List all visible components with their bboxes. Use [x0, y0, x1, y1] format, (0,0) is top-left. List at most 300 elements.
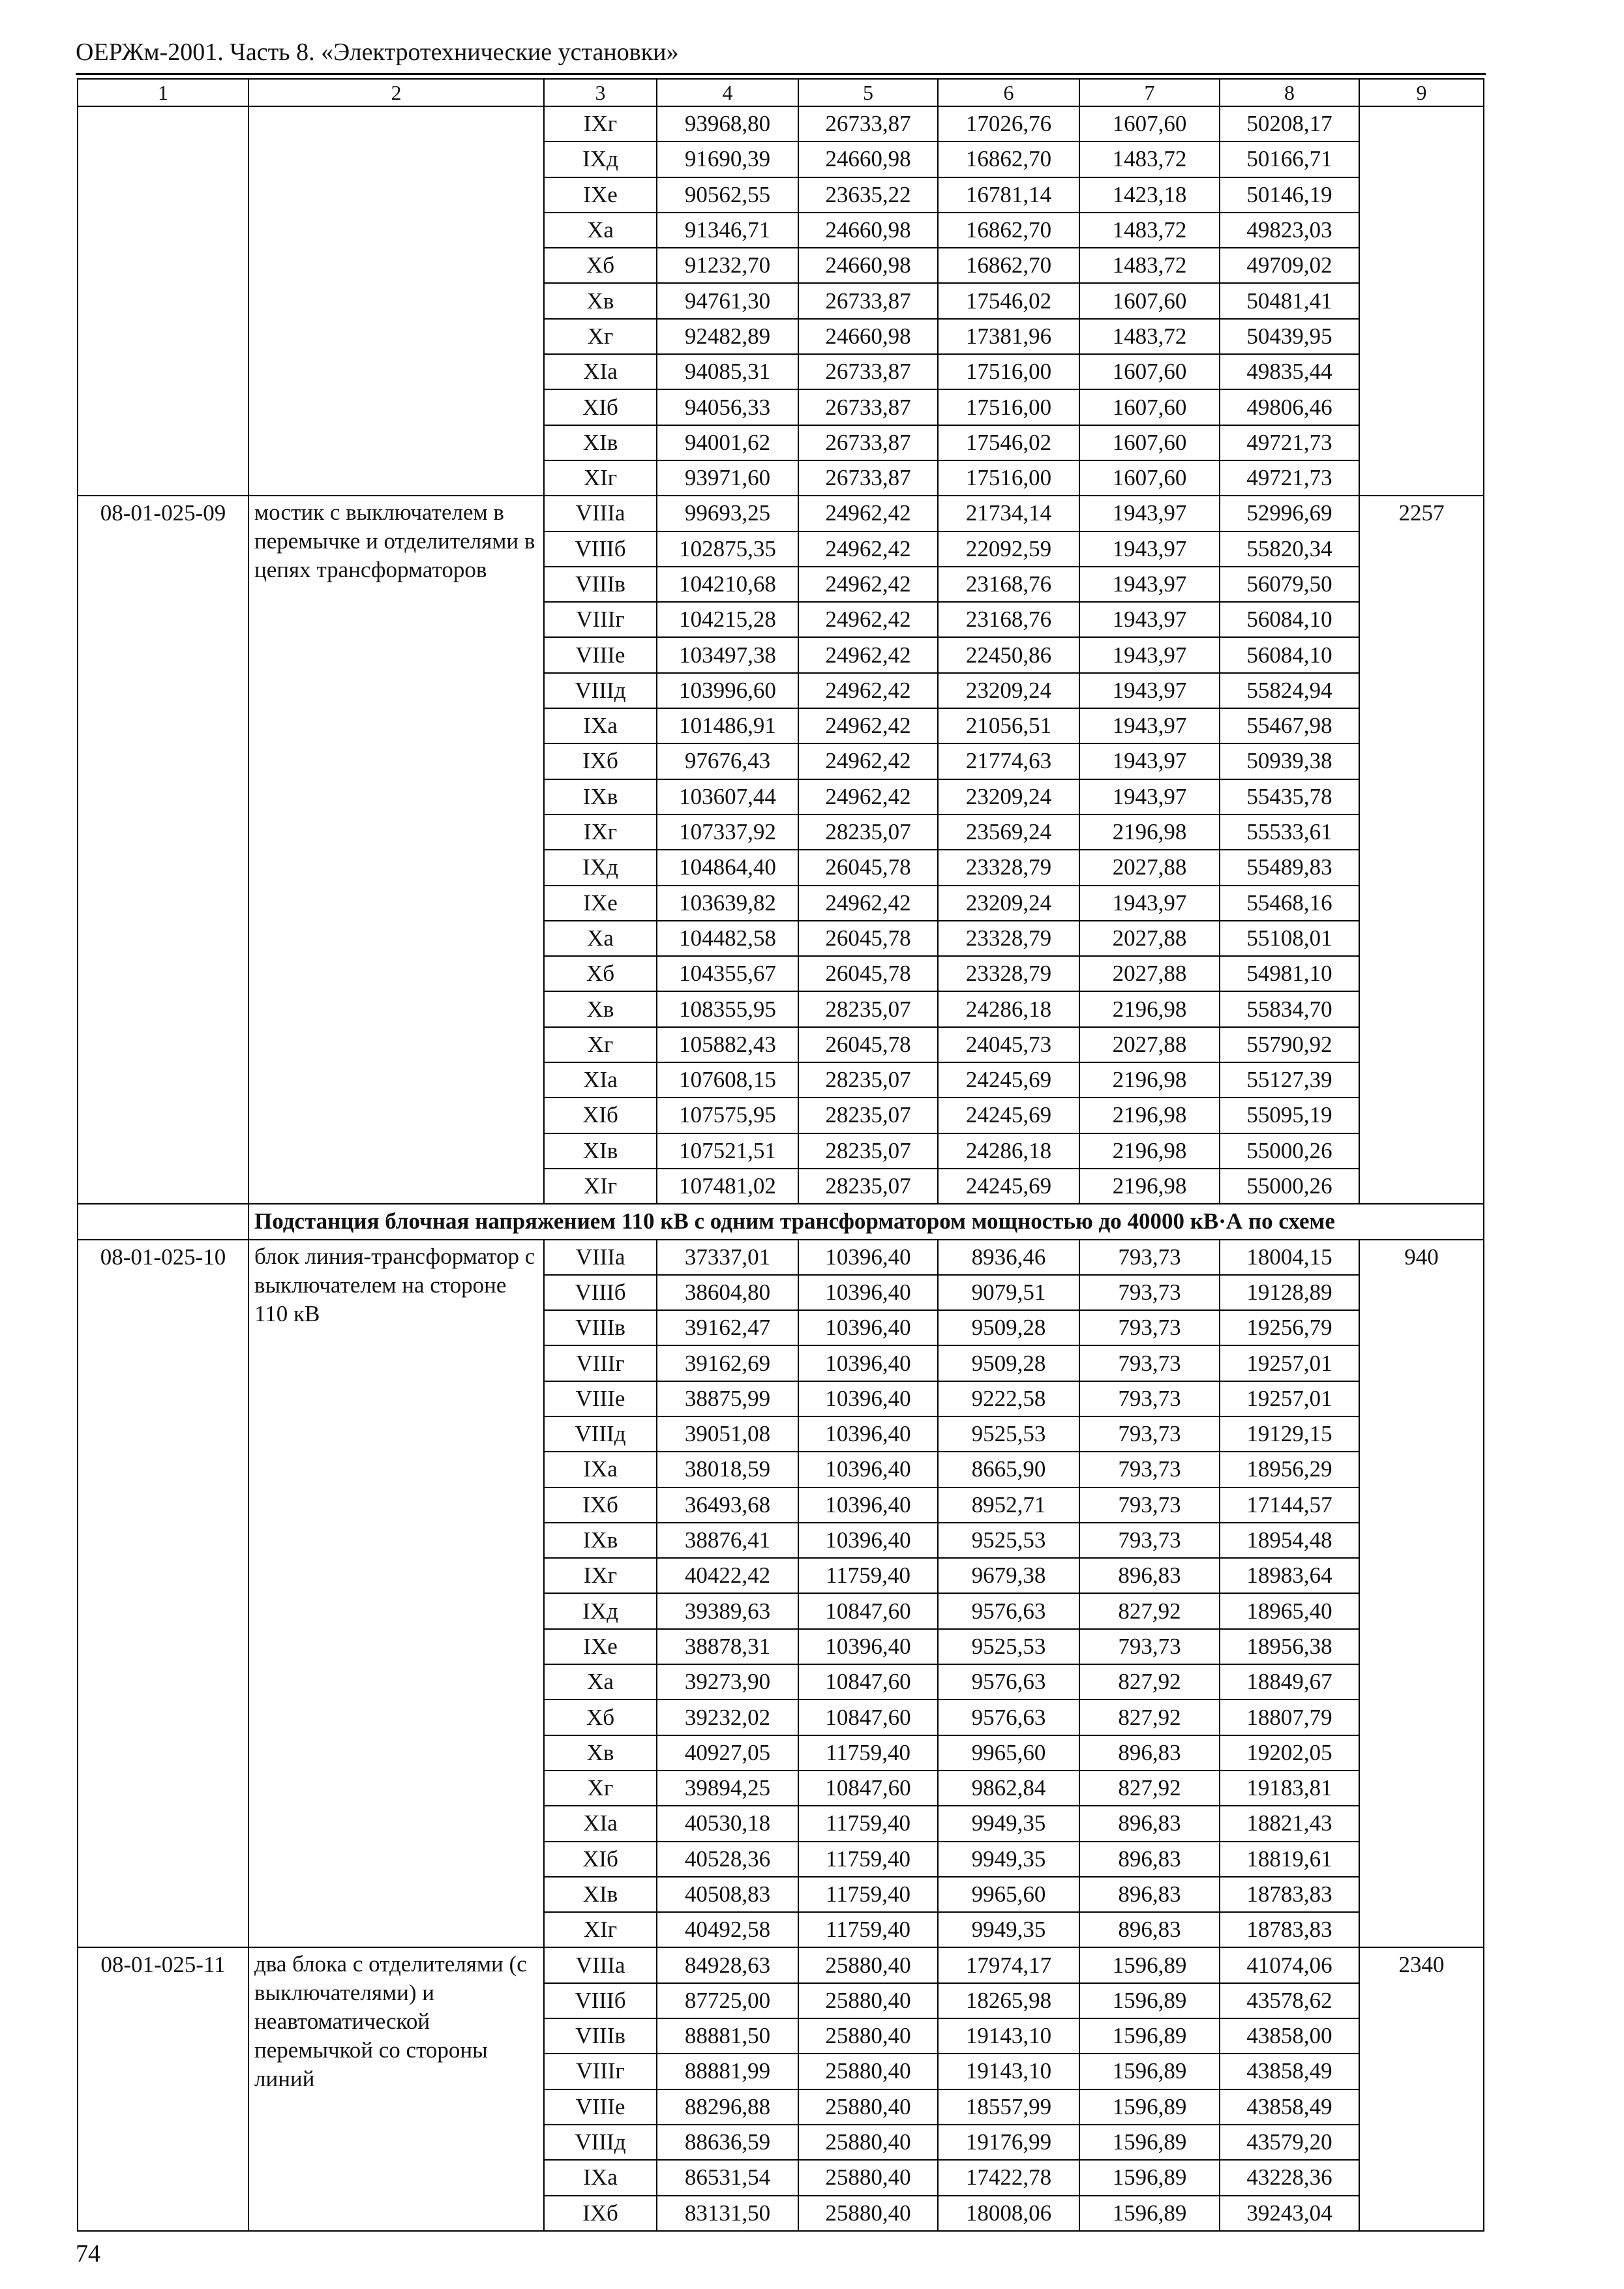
- value-cell: 23328,79: [938, 956, 1079, 991]
- value-cell: 1943,97: [1079, 708, 1220, 743]
- column-number-cell: 7: [1079, 79, 1220, 106]
- value-cell: 21734,14: [938, 496, 1079, 531]
- zone-cell: XIа: [544, 354, 657, 389]
- value-cell: 17546,02: [938, 283, 1079, 318]
- value-cell: 41074,06: [1220, 1947, 1359, 1982]
- section-title-row: [78, 1204, 1484, 1239]
- value-cell: 16862,70: [938, 213, 1079, 248]
- value-cell: 23328,79: [938, 850, 1079, 885]
- value-cell: 793,73: [1079, 1629, 1220, 1664]
- value-cell: 1943,97: [1079, 637, 1220, 672]
- value-cell: 107575,95: [657, 1098, 798, 1133]
- value-cell: 50481,41: [1220, 283, 1359, 318]
- value-cell: 49709,02: [1220, 248, 1359, 283]
- zone-cell: VIIIб: [544, 531, 657, 567]
- value-cell: 50439,95: [1220, 319, 1359, 354]
- value-cell: 21056,51: [938, 708, 1079, 743]
- value-cell: 24245,69: [938, 1062, 1079, 1098]
- value-cell: 10847,60: [798, 1664, 938, 1699]
- value-cell: 97676,43: [657, 743, 798, 779]
- column-number-cell: 2: [248, 79, 544, 106]
- value-cell: 49721,73: [1220, 425, 1359, 460]
- column-number-cell: 3: [544, 79, 657, 106]
- value-cell: 24286,18: [938, 1133, 1079, 1169]
- price-table: [77, 78, 1484, 2232]
- zone-cell: XIа: [544, 1062, 657, 1098]
- value-cell: 94056,33: [657, 389, 798, 425]
- value-cell: 10396,40: [798, 1452, 938, 1487]
- value-cell: 55467,98: [1220, 708, 1359, 743]
- value-cell: 1596,89: [1079, 1947, 1220, 1982]
- code-cell: 08-01-025-09: [78, 496, 248, 1204]
- zone-cell: XIв: [544, 1877, 657, 1912]
- value-cell: 1596,89: [1079, 2196, 1220, 2231]
- value-cell: 793,73: [1079, 1381, 1220, 1416]
- value-cell: 83131,50: [657, 2196, 798, 2231]
- zone-cell: IXе: [544, 177, 657, 213]
- value-cell: 17026,76: [938, 106, 1079, 142]
- value-cell: 17516,00: [938, 389, 1079, 425]
- value-cell: 24286,18: [938, 991, 1079, 1026]
- zone-cell: XIг: [544, 1912, 657, 1947]
- zone-cell: IXе: [544, 886, 657, 921]
- code-cell: 08-01-025-10: [78, 1240, 248, 1948]
- value-cell: 17516,00: [938, 354, 1079, 389]
- value-cell: 17422,78: [938, 2160, 1079, 2195]
- zone-cell: IXд: [544, 1593, 657, 1628]
- value-cell: 24962,42: [798, 779, 938, 815]
- zone-cell: Xб: [544, 956, 657, 991]
- value-cell: 26733,87: [798, 425, 938, 460]
- value-cell: 827,92: [1079, 1699, 1220, 1735]
- value-cell: 10396,40: [798, 1310, 938, 1345]
- value-cell: 24245,69: [938, 1098, 1079, 1133]
- value-cell: 9509,28: [938, 1310, 1079, 1345]
- value-cell: 43579,20: [1220, 2125, 1359, 2160]
- section-title: Подстанция блочная напряжением 110 кВ с одним трансформатором мощностью до 40000 кВ·А по схеме: [248, 1204, 1484, 1239]
- value-cell: 9525,53: [938, 1629, 1079, 1664]
- value-cell: 21774,63: [938, 743, 1079, 779]
- table-row: [78, 106, 1484, 142]
- value-cell: 19183,81: [1220, 1771, 1359, 1806]
- value-cell: 2196,98: [1079, 1062, 1220, 1098]
- zone-cell: XIв: [544, 1133, 657, 1169]
- value-cell: 10396,40: [798, 1488, 938, 1523]
- value-cell: 24962,42: [798, 567, 938, 602]
- value-cell: 10847,60: [798, 1771, 938, 1806]
- value-cell: 1596,89: [1079, 2125, 1220, 2160]
- column-number-cell: 1: [78, 79, 248, 106]
- value-cell: 55000,26: [1220, 1133, 1359, 1169]
- value-cell: 793,73: [1079, 1240, 1220, 1275]
- value-cell: 55820,34: [1220, 531, 1359, 567]
- value-cell: 9525,53: [938, 1523, 1079, 1558]
- zone-cell: IXб: [544, 2196, 657, 2231]
- value-cell: 26733,87: [798, 389, 938, 425]
- zone-cell: Xв: [544, 991, 657, 1026]
- value-cell: 23569,24: [938, 815, 1079, 850]
- value-cell: 19143,10: [938, 2018, 1079, 2054]
- description-cell: два блока с отделителями (с выключателями) и неавтоматической перемычкой со стороны линий: [248, 1947, 544, 2230]
- value-cell: 52996,69: [1220, 496, 1359, 531]
- value-cell: 55790,92: [1220, 1027, 1359, 1062]
- value-cell: 26733,87: [798, 354, 938, 389]
- value-cell: 49721,73: [1220, 460, 1359, 496]
- value-cell: 8936,46: [938, 1240, 1079, 1275]
- zone-cell: Xб: [544, 248, 657, 283]
- value-cell: 24660,98: [798, 213, 938, 248]
- zone-cell: Xв: [544, 283, 657, 318]
- value-cell: 1607,60: [1079, 389, 1220, 425]
- value-cell: 18965,40: [1220, 1593, 1359, 1628]
- value-cell: 93968,80: [657, 106, 798, 142]
- zone-cell: VIIIв: [544, 2018, 657, 2054]
- value-cell: 19129,15: [1220, 1416, 1359, 1452]
- value-cell: 10396,40: [798, 1523, 938, 1558]
- value-cell: 827,92: [1079, 1664, 1220, 1699]
- zone-cell: Xа: [544, 921, 657, 956]
- value-cell: 10396,40: [798, 1416, 938, 1452]
- value-cell: 43578,62: [1220, 1983, 1359, 2018]
- value-cell: 9949,35: [938, 1912, 1079, 1947]
- value-cell: 40528,36: [657, 1842, 798, 1877]
- value-cell: 18819,61: [1220, 1842, 1359, 1877]
- value-cell: 28235,07: [798, 1169, 938, 1204]
- zone-cell: Xб: [544, 1699, 657, 1735]
- value-cell: 1596,89: [1079, 2160, 1220, 2195]
- value-cell: 104215,28: [657, 602, 798, 637]
- value-cell: 26733,87: [798, 106, 938, 142]
- value-cell: 28235,07: [798, 1098, 938, 1133]
- column-number-cell: 6: [938, 79, 1079, 106]
- value-cell: 55127,39: [1220, 1062, 1359, 1098]
- value-cell: 793,73: [1079, 1275, 1220, 1310]
- value-cell: 39894,25: [657, 1771, 798, 1806]
- value-cell: 19176,99: [938, 2125, 1079, 2160]
- value-cell: 25880,40: [798, 1947, 938, 1982]
- value-cell: 107337,92: [657, 815, 798, 850]
- value-cell: 18983,64: [1220, 1558, 1359, 1593]
- value-cell: 2027,88: [1079, 850, 1220, 885]
- value-cell: 18956,38: [1220, 1629, 1359, 1664]
- value-cell: 103607,44: [657, 779, 798, 815]
- zone-cell: VIIIд: [544, 2125, 657, 2160]
- value-cell: 38018,59: [657, 1452, 798, 1487]
- value-cell: 1483,72: [1079, 142, 1220, 177]
- value-cell: 91346,71: [657, 213, 798, 248]
- value-cell: 54981,10: [1220, 956, 1359, 991]
- value-cell: 102875,35: [657, 531, 798, 567]
- value-cell: 16862,70: [938, 142, 1079, 177]
- value-cell: 16781,14: [938, 177, 1079, 213]
- value-cell: 26733,87: [798, 460, 938, 496]
- column-number-cell: 4: [657, 79, 798, 106]
- value-cell: 24660,98: [798, 248, 938, 283]
- value-cell: 91232,70: [657, 248, 798, 283]
- value-cell: 1596,89: [1079, 1983, 1220, 2018]
- value-cell: 24245,69: [938, 1169, 1079, 1204]
- zone-cell: IXа: [544, 708, 657, 743]
- value-cell: 1596,89: [1079, 2054, 1220, 2089]
- value-cell: 38604,80: [657, 1275, 798, 1310]
- value-cell: 24962,42: [798, 602, 938, 637]
- value-cell: 26045,78: [798, 921, 938, 956]
- value-cell: 90562,55: [657, 177, 798, 213]
- value-cell: 36493,68: [657, 1488, 798, 1523]
- value-cell: 10396,40: [798, 1240, 938, 1275]
- value-cell: 1607,60: [1079, 283, 1220, 318]
- value-cell: 55489,83: [1220, 850, 1359, 885]
- value-cell: 16862,70: [938, 248, 1079, 283]
- value-cell: 107521,51: [657, 1133, 798, 1169]
- value-cell: 1483,72: [1079, 213, 1220, 248]
- value-cell: 896,83: [1079, 1842, 1220, 1877]
- value-cell: 103996,60: [657, 673, 798, 708]
- value-cell: 56079,50: [1220, 567, 1359, 602]
- value-cell: 55000,26: [1220, 1169, 1359, 1204]
- value-cell: 17516,00: [938, 460, 1079, 496]
- value-cell: 39243,04: [1220, 2196, 1359, 2231]
- value-cell: 25880,40: [798, 1983, 938, 2018]
- value-cell: 55108,01: [1220, 921, 1359, 956]
- value-cell: 50166,71: [1220, 142, 1359, 177]
- value-cell: 23328,79: [938, 921, 1079, 956]
- zone-cell: XIв: [544, 425, 657, 460]
- zone-cell: XIг: [544, 460, 657, 496]
- value-cell: 50146,19: [1220, 177, 1359, 213]
- value-cell: 25880,40: [798, 2160, 938, 2195]
- zone-cell: VIIIв: [544, 1310, 657, 1345]
- value-cell: 19128,89: [1220, 1275, 1359, 1310]
- value-cell: 8665,90: [938, 1452, 1079, 1487]
- value-cell: 793,73: [1079, 1523, 1220, 1558]
- value-cell: 103497,38: [657, 637, 798, 672]
- value-cell: 49823,03: [1220, 213, 1359, 248]
- total-cell-empty: [1359, 106, 1484, 496]
- zone-cell: Xа: [544, 1664, 657, 1699]
- zone-cell: IXг: [544, 1558, 657, 1593]
- zone-cell: XIб: [544, 389, 657, 425]
- table-row: [78, 1240, 1484, 1275]
- value-cell: 104482,58: [657, 921, 798, 956]
- value-cell: 9576,63: [938, 1699, 1079, 1735]
- page-number: 74: [76, 2240, 100, 2267]
- value-cell: 10396,40: [798, 1629, 938, 1664]
- value-cell: 25880,40: [798, 2125, 938, 2160]
- value-cell: 1943,97: [1079, 886, 1220, 921]
- description-cell: мостик с выключателем в перемычке и отделителями в цепях трансформаторов: [248, 496, 544, 1204]
- value-cell: 19202,05: [1220, 1735, 1359, 1771]
- value-cell: 107608,15: [657, 1062, 798, 1098]
- value-cell: 88881,99: [657, 2054, 798, 2089]
- value-cell: 10847,60: [798, 1699, 938, 1735]
- value-cell: 38876,41: [657, 1523, 798, 1558]
- value-cell: 86531,54: [657, 2160, 798, 2195]
- value-cell: 793,73: [1079, 1488, 1220, 1523]
- value-cell: 24045,73: [938, 1027, 1079, 1062]
- zone-cell: IXд: [544, 142, 657, 177]
- zone-cell: VIIIб: [544, 1983, 657, 2018]
- zone-cell: IXв: [544, 779, 657, 815]
- value-cell: 2027,88: [1079, 1027, 1220, 1062]
- value-cell: 56084,10: [1220, 637, 1359, 672]
- zone-cell: VIIIд: [544, 673, 657, 708]
- value-cell: 28235,07: [798, 815, 938, 850]
- value-cell: 1943,97: [1079, 673, 1220, 708]
- value-cell: 10396,40: [798, 1345, 938, 1381]
- zone-cell: XIг: [544, 1169, 657, 1204]
- description-cell-empty: [248, 106, 544, 496]
- value-cell: 10396,40: [798, 1381, 938, 1416]
- value-cell: 24962,42: [798, 708, 938, 743]
- value-cell: 23635,22: [798, 177, 938, 213]
- value-cell: 11759,40: [798, 1912, 938, 1947]
- zone-cell: VIIIг: [544, 2054, 657, 2089]
- value-cell: 9079,51: [938, 1275, 1079, 1310]
- zone-cell: IXб: [544, 1488, 657, 1523]
- value-cell: 827,92: [1079, 1771, 1220, 1806]
- value-cell: 101486,91: [657, 708, 798, 743]
- value-cell: 43228,36: [1220, 2160, 1359, 2195]
- value-cell: 896,83: [1079, 1806, 1220, 1841]
- zone-cell: Xг: [544, 319, 657, 354]
- value-cell: 40492,58: [657, 1912, 798, 1947]
- value-cell: 23168,76: [938, 567, 1079, 602]
- zone-cell: VIIIг: [544, 602, 657, 637]
- value-cell: 23209,24: [938, 673, 1079, 708]
- zone-cell: IXг: [544, 815, 657, 850]
- value-cell: 1943,97: [1079, 779, 1220, 815]
- value-cell: 11759,40: [798, 1842, 938, 1877]
- value-cell: 55468,16: [1220, 886, 1359, 921]
- column-number-cell: 9: [1359, 79, 1484, 106]
- value-cell: 24962,42: [798, 886, 938, 921]
- value-cell: 40508,83: [657, 1877, 798, 1912]
- value-cell: 55435,78: [1220, 779, 1359, 815]
- value-cell: 108355,95: [657, 991, 798, 1026]
- code-cell: 08-01-025-11: [78, 1947, 248, 2230]
- value-cell: 19257,01: [1220, 1345, 1359, 1381]
- value-cell: 50208,17: [1220, 106, 1359, 142]
- total-cell: 940: [1359, 1240, 1484, 1948]
- total-cell: 2257: [1359, 496, 1484, 1204]
- value-cell: 1596,89: [1079, 2018, 1220, 2054]
- value-cell: 2196,98: [1079, 815, 1220, 850]
- value-cell: 2196,98: [1079, 1169, 1220, 1204]
- value-cell: 24962,42: [798, 531, 938, 567]
- value-cell: 93971,60: [657, 460, 798, 496]
- value-cell: 2196,98: [1079, 1133, 1220, 1169]
- value-cell: 18821,43: [1220, 1806, 1359, 1841]
- value-cell: 896,83: [1079, 1558, 1220, 1593]
- value-cell: 9862,84: [938, 1771, 1079, 1806]
- value-cell: 2027,88: [1079, 921, 1220, 956]
- value-cell: 88296,88: [657, 2089, 798, 2125]
- table-body: [78, 79, 1484, 2231]
- zone-cell: VIIIа: [544, 1240, 657, 1275]
- value-cell: 55824,94: [1220, 673, 1359, 708]
- value-cell: 88636,59: [657, 2125, 798, 2160]
- page-header-title: ОЕРЖм-2001. Часть 8. «Электротехнические установки»: [76, 38, 679, 66]
- value-cell: 39232,02: [657, 1699, 798, 1735]
- column-number-cell: 5: [798, 79, 938, 106]
- value-cell: 11759,40: [798, 1877, 938, 1912]
- zone-cell: IXв: [544, 1523, 657, 1558]
- value-cell: 17974,17: [938, 1947, 1079, 1982]
- value-cell: 55533,61: [1220, 815, 1359, 850]
- value-cell: 37337,01: [657, 1240, 798, 1275]
- value-cell: 55834,70: [1220, 991, 1359, 1026]
- value-cell: 18956,29: [1220, 1452, 1359, 1487]
- column-number-row: [78, 79, 1484, 106]
- zone-cell: IXа: [544, 1452, 657, 1487]
- value-cell: 1943,97: [1079, 496, 1220, 531]
- zone-cell: VIIIа: [544, 1947, 657, 1982]
- value-cell: 18557,99: [938, 2089, 1079, 2125]
- zone-cell: VIIIа: [544, 496, 657, 531]
- value-cell: 24962,42: [798, 637, 938, 672]
- value-cell: 1483,72: [1079, 319, 1220, 354]
- value-cell: 9576,63: [938, 1593, 1079, 1628]
- value-cell: 26045,78: [798, 1027, 938, 1062]
- zone-cell: VIIIв: [544, 567, 657, 602]
- value-cell: 793,73: [1079, 1452, 1220, 1487]
- value-cell: 23209,24: [938, 886, 1079, 921]
- value-cell: 38878,31: [657, 1629, 798, 1664]
- value-cell: 26733,87: [798, 283, 938, 318]
- value-cell: 18783,83: [1220, 1877, 1359, 1912]
- value-cell: 104210,68: [657, 567, 798, 602]
- zone-cell: Xг: [544, 1027, 657, 1062]
- value-cell: 23168,76: [938, 602, 1079, 637]
- description-cell: блок линия-трансформатор с выключателем на стороне 110 кВ: [248, 1240, 544, 1948]
- value-cell: 9525,53: [938, 1416, 1079, 1452]
- value-cell: 104355,67: [657, 956, 798, 991]
- value-cell: 17546,02: [938, 425, 1079, 460]
- value-cell: 91690,39: [657, 142, 798, 177]
- value-cell: 28235,07: [798, 991, 938, 1026]
- value-cell: 39162,69: [657, 1345, 798, 1381]
- zone-cell: IXд: [544, 850, 657, 885]
- value-cell: 9576,63: [938, 1664, 1079, 1699]
- value-cell: 40422,42: [657, 1558, 798, 1593]
- value-cell: 43858,00: [1220, 2018, 1359, 2054]
- zone-cell: XIб: [544, 1842, 657, 1877]
- value-cell: 39389,63: [657, 1593, 798, 1628]
- zone-cell: VIIIе: [544, 637, 657, 672]
- value-cell: 18807,79: [1220, 1699, 1359, 1735]
- value-cell: 25880,40: [798, 2054, 938, 2089]
- value-cell: 896,83: [1079, 1735, 1220, 1771]
- value-cell: 18265,98: [938, 1983, 1079, 2018]
- value-cell: 9965,60: [938, 1735, 1079, 1771]
- value-cell: 9222,58: [938, 1381, 1079, 1416]
- zone-cell: VIIIе: [544, 1381, 657, 1416]
- value-cell: 10396,40: [798, 1275, 938, 1310]
- value-cell: 793,73: [1079, 1345, 1220, 1381]
- zone-cell: IXг: [544, 106, 657, 142]
- value-cell: 24962,42: [798, 673, 938, 708]
- value-cell: 56084,10: [1220, 602, 1359, 637]
- zone-cell: IXб: [544, 743, 657, 779]
- table-row: [78, 1947, 1484, 1982]
- zone-cell: VIIIе: [544, 2089, 657, 2125]
- value-cell: 1596,89: [1079, 2089, 1220, 2125]
- value-cell: 1943,97: [1079, 743, 1220, 779]
- value-cell: 22450,86: [938, 637, 1079, 672]
- value-cell: 1607,60: [1079, 354, 1220, 389]
- value-cell: 28235,07: [798, 1062, 938, 1098]
